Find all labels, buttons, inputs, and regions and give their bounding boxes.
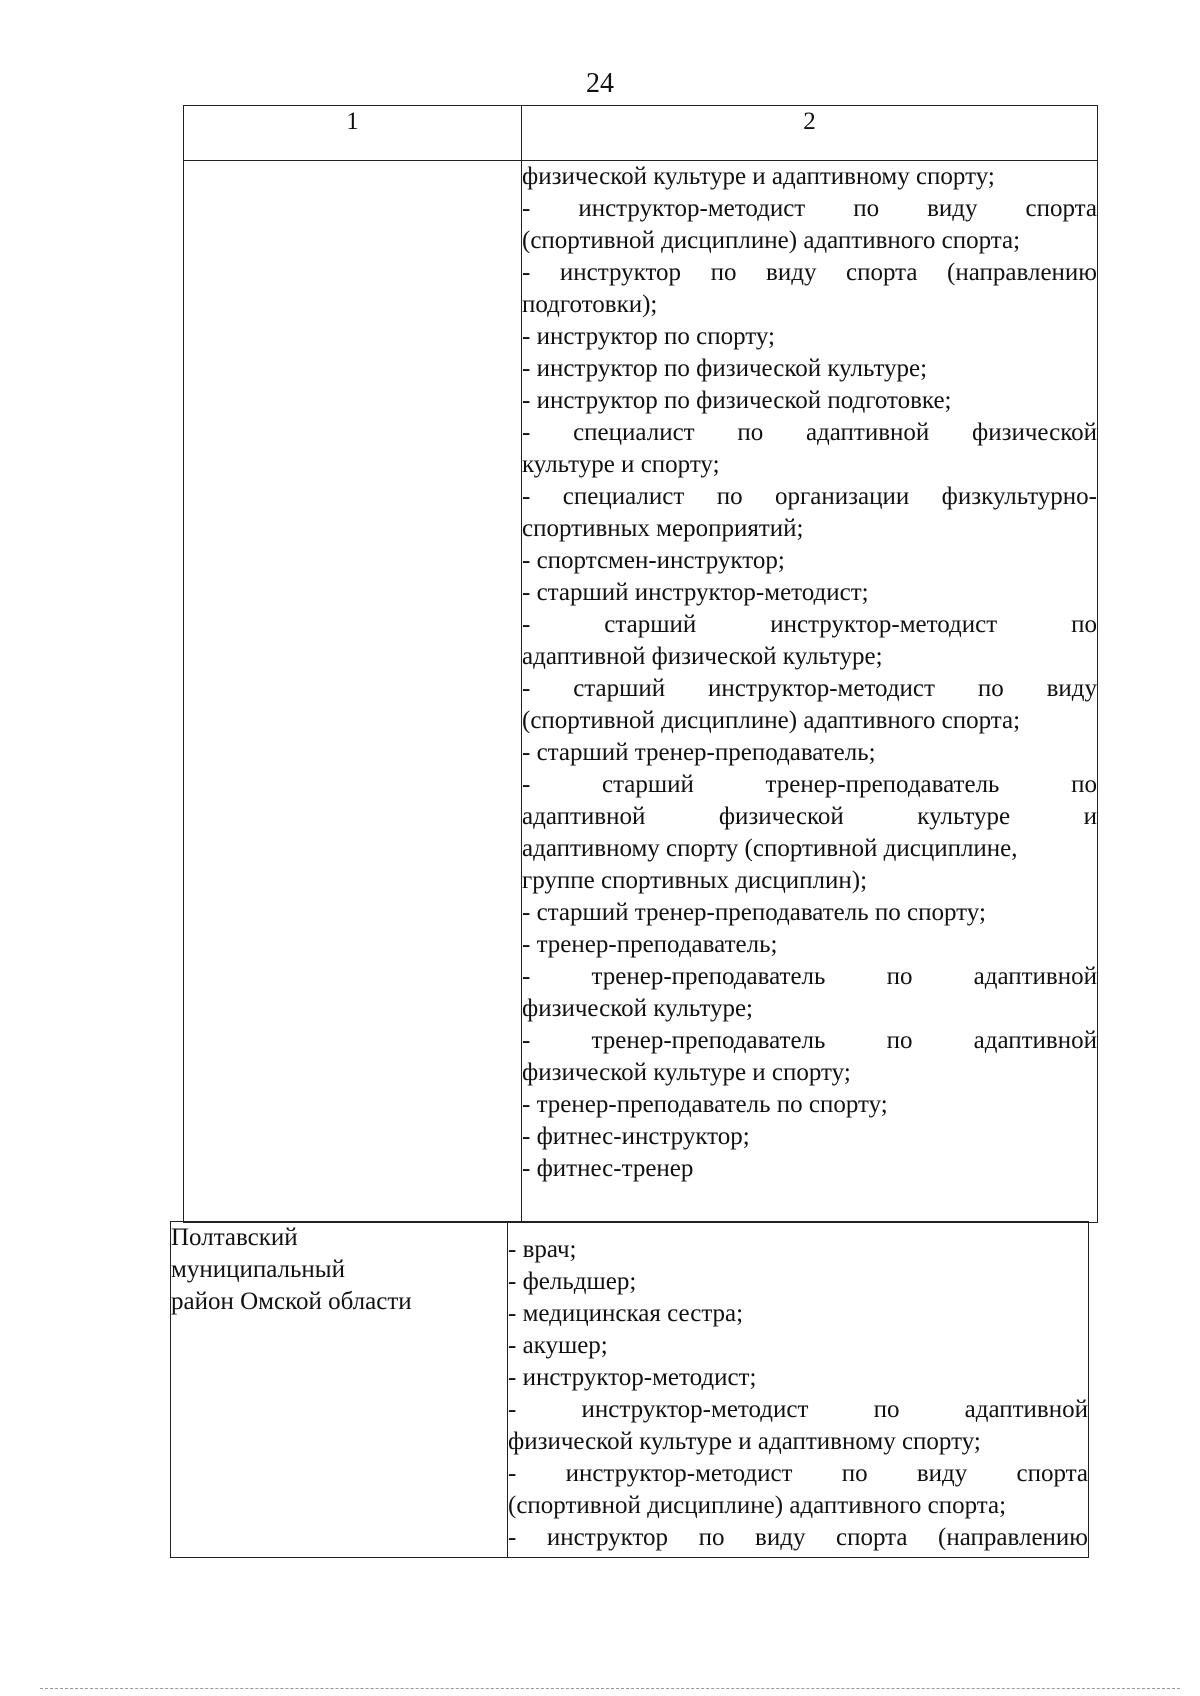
list-item: - тренер-преподаватель; bbox=[522, 931, 778, 958]
table-row bbox=[184, 161, 1098, 1223]
list-item: - медицинская сестра; bbox=[508, 1300, 744, 1327]
list-item: - старший инструктор-методист; bbox=[522, 579, 869, 606]
list-item: физической культуре и спорту; bbox=[522, 1059, 851, 1086]
list-item: адаптивной физической культуре; bbox=[522, 643, 883, 670]
list-item: спортивных мероприятий; bbox=[522, 515, 804, 542]
list-item: район Омской области bbox=[171, 1288, 412, 1315]
page-number: 24 bbox=[586, 68, 614, 99]
list-item: - фитнес-инструктор; bbox=[522, 1123, 750, 1150]
list-item: - спортсмен-инструктор; bbox=[522, 547, 785, 574]
table-row-poltavsky bbox=[170, 1221, 1089, 1558]
list-item: - инструктор-методист по адаптивной bbox=[508, 1396, 1088, 1423]
list-item: физической культуре; bbox=[522, 995, 753, 1022]
list-item: - инструктор по физической культуре; bbox=[522, 355, 928, 382]
row2-col1-cell bbox=[171, 1222, 508, 1558]
list-item: - врач; bbox=[508, 1236, 577, 1263]
scan-edge-line bbox=[40, 1688, 1180, 1689]
list-item: Полтавский bbox=[171, 1224, 298, 1251]
list-item: - инструктор-методист; bbox=[508, 1364, 757, 1391]
row1-col1-cell bbox=[184, 161, 522, 1223]
list-item: - инструктор по виду спорта (направлению bbox=[522, 259, 1097, 286]
list-item: адаптивному спорту (спортивной дисциплине, bbox=[522, 835, 1018, 862]
list-item: - старший тренер-преподаватель по спорту; bbox=[522, 899, 986, 926]
row1-col2-cell bbox=[522, 161, 1098, 1223]
list-item: адаптивной физической культуре и bbox=[522, 803, 1097, 830]
header-col-1: 1 bbox=[184, 106, 522, 161]
list-item: - старший тренер-преподаватель по bbox=[522, 771, 1097, 798]
list-item: - фельдшер; bbox=[508, 1268, 637, 1295]
list-item: группе спортивных дисциплин); bbox=[522, 867, 868, 894]
table-continuation bbox=[183, 105, 1098, 1223]
row2-col2-cell bbox=[508, 1222, 1089, 1558]
list-item: - тренер-преподаватель по спорту; bbox=[522, 1091, 888, 1118]
list-item: подготовки); bbox=[522, 291, 658, 318]
list-item: физической культуре и адаптивному спорту; bbox=[522, 163, 995, 190]
list-item: - старший инструктор-методист по виду bbox=[522, 675, 1097, 702]
list-item: - старший инструктор-методист по bbox=[522, 611, 1097, 638]
table-row bbox=[171, 1222, 1089, 1558]
list-item: муниципальный bbox=[171, 1256, 345, 1283]
table-header-row bbox=[184, 106, 1098, 161]
list-item: - инструктор по виду спорта (направлению bbox=[508, 1524, 1088, 1551]
list-item: культуре и спорту; bbox=[522, 451, 720, 478]
list-item: физической культуре и адаптивному спорту; bbox=[508, 1428, 981, 1455]
list-item: - специалист по организации физкультурно- bbox=[522, 483, 1097, 510]
list-item: - фитнес-тренер bbox=[522, 1155, 694, 1182]
list-item: - старший тренер-преподаватель; bbox=[522, 739, 876, 766]
list-item: - инструктор по спорту; bbox=[522, 323, 775, 350]
list-item: - инструктор-методист по виду спорта bbox=[508, 1460, 1088, 1487]
header-col-2: 2 bbox=[522, 106, 1098, 161]
list-item: - тренер-преподаватель по адаптивной bbox=[522, 1027, 1097, 1054]
list-item: (спортивной дисциплине) адаптивного спорта; bbox=[522, 707, 1021, 734]
list-item: - специалист по адаптивной физической bbox=[522, 419, 1097, 446]
list-item: - инструктор по физической подготовке; bbox=[522, 387, 952, 414]
list-item: (спортивной дисциплине) адаптивного спорта; bbox=[508, 1492, 1007, 1519]
list-item: - тренер-преподаватель по адаптивной bbox=[522, 963, 1097, 990]
list-item: (спортивной дисциплине) адаптивного спорта; bbox=[522, 227, 1021, 254]
list-item: - инструктор-методист по виду спорта bbox=[522, 195, 1097, 222]
list-item: - акушер; bbox=[508, 1332, 608, 1359]
